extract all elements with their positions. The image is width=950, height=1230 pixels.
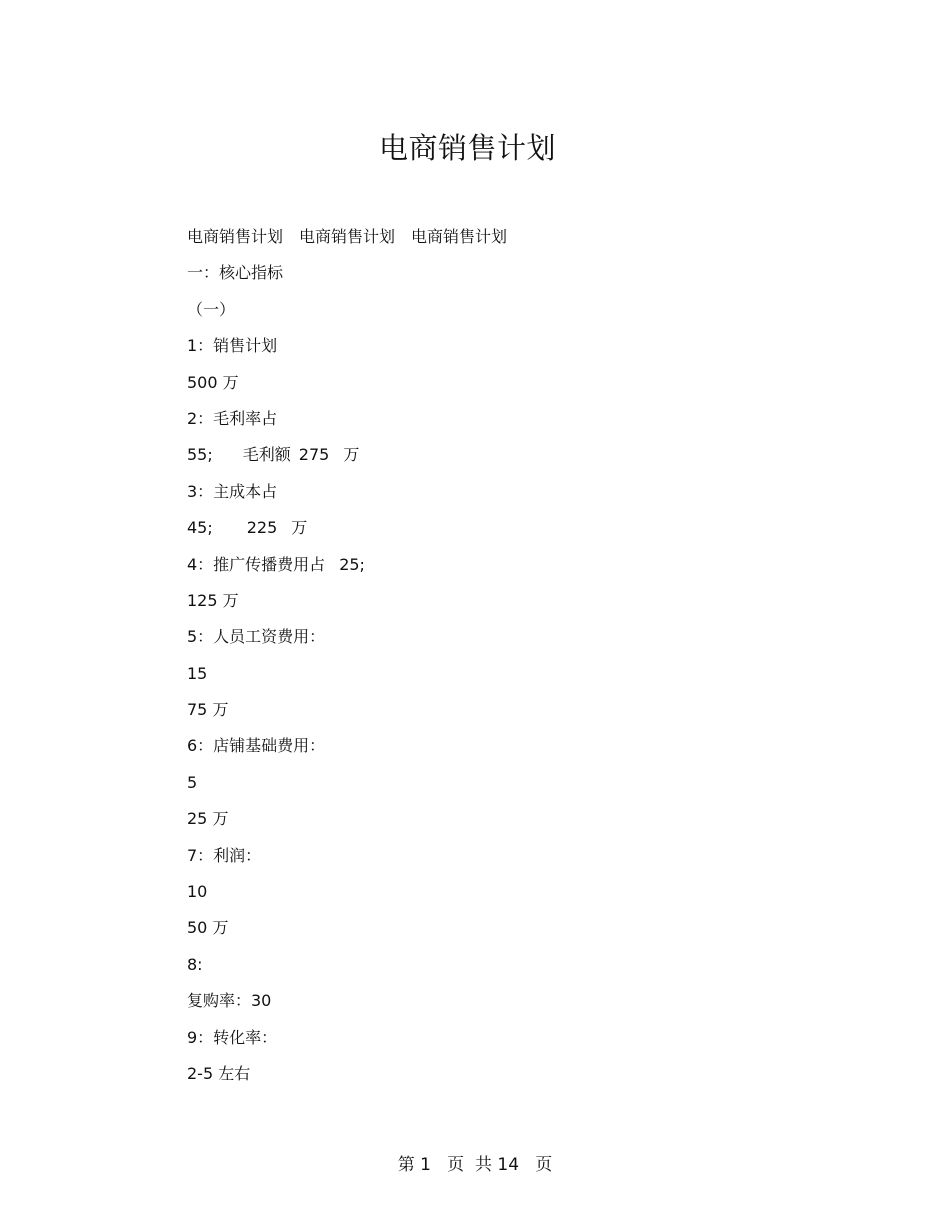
subsection-heading: （一） bbox=[187, 299, 236, 319]
intro-line bbox=[187, 222, 827, 258]
text-line: 10 bbox=[187, 882, 208, 902]
section-heading: 一：核心指标 bbox=[187, 263, 284, 283]
intro-text-3: 电商销售计划 bbox=[411, 227, 508, 246]
page-number-footer: 第 1 页 共 14 页 bbox=[397, 1155, 553, 1175]
text-line: 125 万 bbox=[187, 590, 239, 610]
text-line: 50 万 bbox=[187, 918, 229, 938]
text-line: 3：主成本占 bbox=[187, 481, 278, 501]
text-line bbox=[187, 513, 827, 549]
main-cost-value: 225 bbox=[246, 518, 278, 538]
text-line: 75 万 bbox=[187, 700, 229, 720]
text-line: 2-5 左右 bbox=[187, 1063, 251, 1083]
text-line: 500 万 bbox=[187, 372, 239, 392]
gross-profit-value: 275 bbox=[298, 445, 330, 465]
text-line: 6：店铺基础费用： bbox=[187, 736, 326, 756]
main-cost-unit: 万 bbox=[291, 518, 308, 538]
text-line: 9：转化率： bbox=[187, 1027, 278, 1047]
promotion-rate: 25; bbox=[339, 554, 365, 574]
text-line: 1：销售计划 bbox=[187, 336, 278, 356]
intro-text-1: 电商销售计划 bbox=[187, 227, 284, 246]
text-line: 2：毛利率占 bbox=[187, 408, 278, 428]
text-line: 7：利润： bbox=[187, 845, 262, 865]
gross-margin-rate: 55; bbox=[187, 445, 213, 465]
gross-profit-unit: 万 bbox=[343, 445, 360, 465]
gross-profit-label: 毛利额 bbox=[242, 445, 291, 465]
text-line: 5：人员工资费用： bbox=[187, 627, 326, 647]
text-line: 复购率：30 bbox=[187, 991, 272, 1011]
text-line bbox=[187, 550, 827, 586]
text-line: 8: bbox=[187, 954, 203, 974]
promotion-label: 4：推广传播费用占 bbox=[187, 554, 326, 574]
text-line: 25 万 bbox=[187, 809, 229, 829]
document-title: 电商销售计划 bbox=[378, 131, 556, 165]
document-body bbox=[187, 222, 827, 1095]
main-cost-rate: 45; bbox=[187, 518, 213, 538]
intro-text-2: 电商销售计划 bbox=[299, 227, 396, 246]
text-line bbox=[187, 440, 827, 476]
text-line: 5 bbox=[187, 772, 198, 792]
text-line: 15 bbox=[187, 663, 208, 683]
